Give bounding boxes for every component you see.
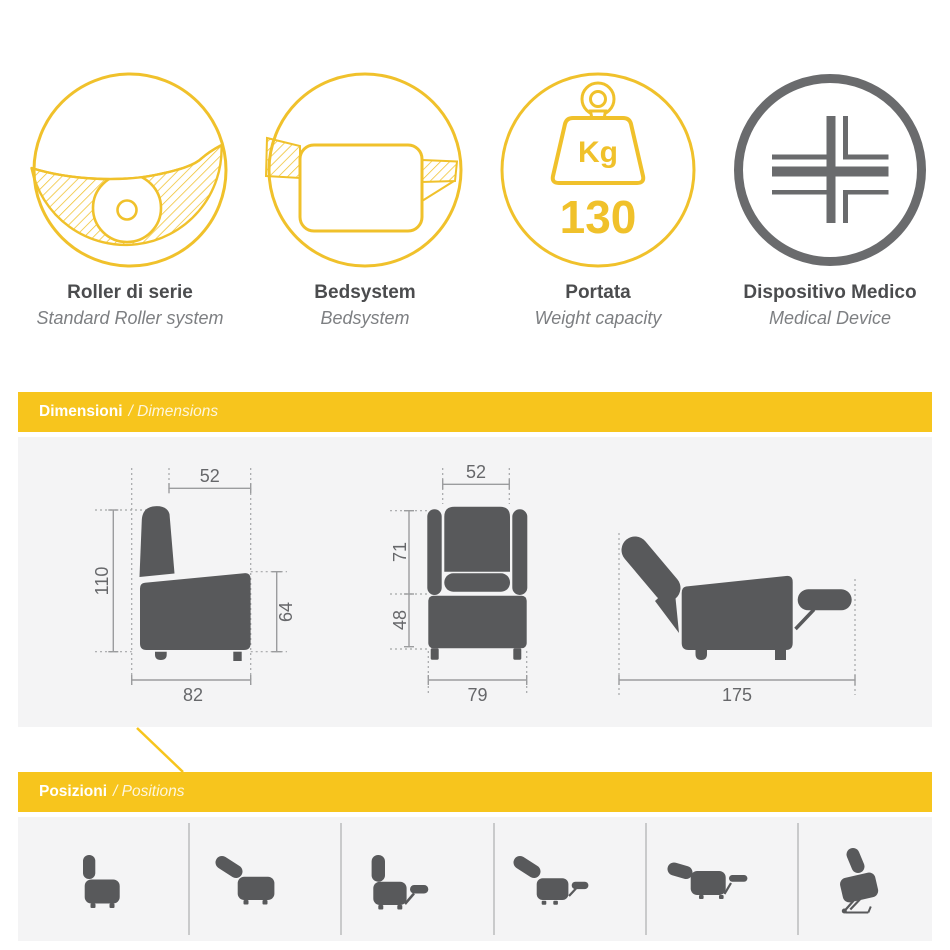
position-upright-footrest [323,817,475,941]
side-view-diagram [92,466,296,705]
kg-unit-label: Kg [578,136,618,169]
feature-subtitle: Standard Roller system [36,308,224,328]
position-lift [780,817,932,941]
dimensions-section-header [18,392,932,432]
feature-title: Portata [565,282,631,303]
feature-roller [20,70,240,329]
positions-header-label-it: Posizioni [39,783,108,800]
positions-panel [18,817,932,941]
dim-side-seat-back-height: 64 [276,601,296,623]
front-view-chair [427,507,527,660]
position-reclined-footrest [475,817,627,941]
feature-title: Bedsystem [314,282,416,303]
weight-value-label: 130 [559,191,637,243]
feature-title: Roller di serie [67,282,193,303]
feature-subtitle: Weight capacity [534,308,662,328]
front-view-diagram [390,462,527,705]
dim-side-total-height: 110 [92,566,112,596]
dim-front-backrest-width: 52 [465,462,487,482]
dim-front-total-width: 79 [467,685,488,705]
position-lift-icon [780,817,932,941]
weight-icon [498,70,698,270]
dim-side-backrest-width: 52 [199,466,220,486]
dimension-diagrams [18,437,932,727]
dimensions-header-label-it: Dimensioni [39,403,123,420]
side-view-chair [140,506,251,661]
feature-subtitle: Medical Device [768,308,892,328]
dimensions-header-label-en: / Dimensions [128,403,219,420]
dim-reclined-total-length: 175 [721,685,753,705]
position-upright-footrest-icon [323,817,475,941]
bedsystem-icon [265,70,465,270]
dim-front-seat-height: 48 [390,609,410,631]
reclined-view-chair [635,550,852,660]
position-upright-icon [18,817,170,941]
feature-title: Dispositivo Medico [743,282,917,303]
roller-icon [30,70,230,270]
position-fully-reclined [628,817,780,941]
feature-bedsystem [255,70,475,329]
medical-cross-icon [730,70,930,270]
position-reclined-footrest-icon [475,817,627,941]
reclined-view-diagram [619,533,855,705]
position-reclined [170,817,322,941]
positions-header-label-en: / Positions [113,783,185,800]
dim-front-upper-height: 71 [390,541,410,563]
feature-subtitle: Bedsystem [320,308,410,328]
position-reclined-icon [170,817,322,941]
positions-section-header [18,772,932,812]
position-upright [18,817,170,941]
feature-weight-capacity [488,70,708,329]
dim-side-depth: 82 [182,685,204,705]
section-connector-line [130,726,190,774]
feature-medical-device [720,70,940,329]
dimensions-panel [18,437,932,727]
position-fully-reclined-icon [628,817,780,941]
